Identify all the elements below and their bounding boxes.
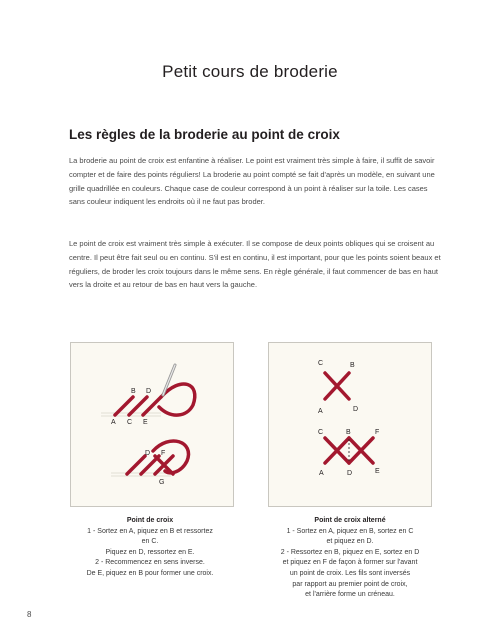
label-b: B — [131, 388, 136, 395]
intro-paragraph: La broderie au point de croix est enfantine à réaliser. Le point est vraiment très simple à faire, il suffit de savoir compter et de faire des points réguliers! La broderie au point compté se fait d'après un modèle, en suivant une grille quadrillée en couleurs. Chaque case de couleur correspond à un point à réaliser sur la toile. Les cases sans couleur indiquent les endroits où il ne faut pas broder. — [69, 156, 435, 207]
alternate-cross-stitch-caption — [264, 516, 436, 601]
caption-line: en C. — [141, 538, 159, 546]
label-d: D — [146, 388, 152, 395]
alternate-cross-stitch-diagram — [269, 343, 431, 506]
label-b-top: B — [350, 362, 355, 369]
label-b-bottom: B — [346, 429, 351, 436]
cross-stitch-illustration — [70, 342, 234, 507]
label-f-bottom: F — [375, 429, 380, 436]
page-title: Petit cours de broderie — [162, 62, 338, 81]
caption-line: et piquez en D. — [326, 538, 374, 546]
label-c-top: C — [318, 360, 324, 367]
page-number: 8 — [27, 610, 32, 619]
label-c: C — [127, 419, 133, 426]
cross-stitch-caption — [70, 516, 230, 580]
label-a: A — [111, 419, 116, 426]
caption-line: 1 - Sortez en A, piquez en B et ressortez — [87, 527, 213, 535]
caption-line: Piquez en D, ressortez en E. — [105, 548, 195, 556]
caption-line: et l'arrière forme un créneau. — [305, 591, 395, 599]
technique-paragraph: Le point de croix est vraiment très simple à exécuter. Il se compose de deux points obliques qui se croisent au centre. Il peut être fait seul ou en continu. S'il est en continu, il est important, pour que les points soient beaux et réguliers, de broder les croix toujours dans le même sens. En règle générale, il faut commencer de bas en haut vers la droite et au retour de bas en haut vers la gauche. — [69, 239, 441, 290]
cross-stitch-diagram — [71, 343, 233, 506]
caption-line: et piquez en F de façon à former sur l'avant — [282, 559, 418, 567]
caption-line: 2 - Ressortez en B, piquez en E, sortez en D — [280, 548, 420, 556]
label-g: G — [159, 479, 165, 486]
caption-title: Point de croix alterné — [314, 517, 386, 524]
caption-line: 1 - Sortez en A, piquez en B, sortez en C — [286, 527, 414, 535]
caption-line: un point de croix. Les fils sont inversés — [289, 569, 411, 577]
caption-title: Point de croix — [126, 517, 174, 524]
caption-line: 2 - Recommencez en sens inverse. — [95, 559, 205, 567]
label-f: F — [161, 450, 166, 457]
label-e: E — [143, 419, 148, 426]
alternate-cross-stitch-illustration — [268, 342, 432, 507]
caption-line: De E, piquez en B pour former une croix. — [86, 569, 214, 577]
single-cross — [325, 373, 349, 399]
label-a-top: A — [318, 408, 323, 415]
label-c-bottom: C — [318, 429, 324, 436]
label-d2: D — [145, 450, 151, 457]
label-d-bottom: D — [347, 470, 353, 477]
label-e-bottom: E — [375, 468, 380, 475]
section-title: Les règles de la broderie au point de croix — [69, 127, 340, 142]
label-d-top: D — [353, 406, 359, 413]
caption-line: par rapport au premier point de croix, — [292, 580, 408, 588]
upper-stitches — [115, 384, 195, 415]
label-a-bottom: A — [319, 470, 324, 477]
